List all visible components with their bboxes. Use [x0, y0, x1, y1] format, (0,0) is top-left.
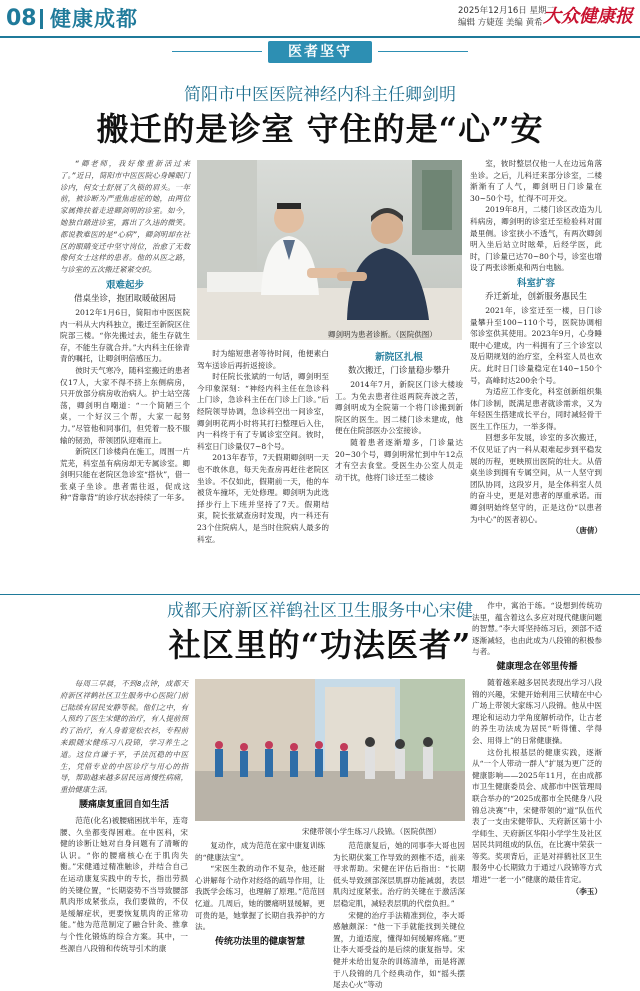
- story1-paragraph: 2013年春节，7天假期卿剑明一天也不敢休息，每天先查房再赶往老院区坐诊。不仅如此，假期前一天，他的车被货车撞坏，无处修理。卿剑明为此选择步行上下班并坚持了7天。假期结束，院长张斌查房时发现，内一科还有23个住院病人，是当时住院病人最多的科室。: [197, 453, 329, 544]
- story1-paragraph: 随着患者逐渐增多，门诊量达20~30个号，卿剑明常忙到中午12点才有空去食堂。受医生办公室人员走动干扰，他将门诊迁至二楼诊: [335, 437, 463, 482]
- story1-column-1: [60, 158, 190, 590]
- page-number: 08: [6, 6, 37, 31]
- story2-paragraph: “宋医生教的动作不复杂，他还耐心讲解每个动作对经络的疏导作用，让我既学会练习，也理解了原理。”范范回忆道。几周后，她的腰痛明显缓解，更可贵的是，她掌握了长期自我养护的方法。: [195, 864, 325, 932]
- story2-paragraph: 范范(化名)被腰痛困扰半年，连弯腰、久坐都变得困难。在中医科，宋健的诊断让她对自身问题有了清晰的认识。“你的腰痛核心在于肌肉失衡。”宋健通过精准触诊，并结合自己在运动康复实践中的专长，指出劳损的关键位置，“长期姿势不当导致腰部肌肉形成紧张点，我们要做的，不仅是缓解症状，更要恢复肌肉的正常功能。”他为范范制定了融合针灸、推拿与个性化锻炼的综合方案。其中，一些源自八段锦和传统导引术的康: [60, 815, 188, 953]
- story-divider: [0, 594, 640, 595]
- story2-byline: （李玉）: [571, 886, 602, 896]
- story1-byline: （唐倩）: [571, 526, 602, 536]
- story2-paragraph: 作中，寓治于练。“设想到传统功法里，蕴含着这么多应对现代健康问题的智慧。”李大哥坚持练习后，颈部不适逐渐减轻，也由此成为八段锦的积极参与者。: [472, 601, 602, 657]
- story2-paragraph: 随着越来越多居民表现出学习八段锦的兴趣，宋健开始利用三伏晴在中心广场上带领大家练习八段锦。他从中医理论和运动力学角度解析动作，让古老的养生功法成为居民“听得懂、学得会、用得上”的日常健康操。: [472, 677, 602, 745]
- story1-paragraph: 彼时天气寒冷，随科室搬迁的患者仅17人，大家不得不挤上东侧病房，只开放部分病房收治病人。护士站空荡荡，卿剑明自嘲道：“一个简陋三个桌，一个好汉三个帮，大家一起努力。”尽管他和同事们，但凭着一股不服输的韧劲，带领团队迎难而上。: [60, 365, 190, 445]
- story2-paragraph: 宋健的治疗手法精准到位，李大哥感触颇深：“他一下手就能找到关键位置，力道适度，懂得如何缓解疼痛。”更让李大哥受益的是后续的康复指导。宋健并未给出复杂的训练清单，而是将源于八段锦的几个经典动作，如“摇头摆尾去心火”等动: [333, 910, 465, 990]
- masthead: [0, 0, 640, 38]
- story2-paragraph: 复动作，成为范范在家中康复训练的“健康法宝”。: [195, 841, 325, 862]
- page-number-divider: [40, 9, 43, 29]
- story1-paragraph: 2012年1月6日，简阳市中医医院内一科从大内科独立，搬迁至新院区住院部三楼。“你先搬过去，能生存就生存，不能生存就合并。”大内科主任徐青青的嘱托，让卿剑明倍感压力。: [60, 307, 190, 364]
- doctor-consultation-image: [197, 160, 462, 340]
- story1-paragraph: 为适应工作变化，科室创新组织集体门诊制，既满足患者就诊需求，又为年轻医生搭建成长平台，同时减轻骨干医生工作压力，一举多得。: [470, 387, 602, 431]
- story1-lede: “卿老师，我好像重新活过来了。”近日，简阳市中医医院心身睡眠门诊内，何女士舒展了久锁的眉头。一年前，被诊断为严重焦虑症的她，由两位家属搀扶着走进卿剑明的诊室。如今，她独自踏进诊室，露出了久违的微笑。都说教难医的是“心病”，卿剑明却在社区的眼睛变迁中坚守岗位，治愈了无数像何女士这样的患者。他的从医之路，与诊室的五次搬迁紧紧交织。: [60, 159, 190, 275]
- story2-section3-title: 健康理念在邻里传播: [496, 661, 578, 672]
- story2-headline: 社区里的“功法医者”: [168, 626, 472, 664]
- story1-paragraph: 2021年，诊室迁至一楼，日门诊量攀升至100~110个号，医院协调相邻诊室供其使用。2023年9月，心身睡眠中心建成，内一科拥有了三个诊室以及后期规划的治疗室，全科室人员也欢庆。此时日门诊量稳定在140~150个号，高峰时达200余个号。: [470, 305, 602, 385]
- story1-section3-title: 科室扩容: [516, 277, 555, 289]
- story2-paragraph: 这份扎根基层的健康实践，逐渐从“一个人带动一群人”扩展为更广泛的健康影响——2025年11月，在由成都市卫生健康委员会、成都市中医管理局联合举办的“2025成都市全民健身八段锦总决赛”中，宋健带领的“道”队伍代表了一支由宋健带队、天府新区第十小学师生、天府新区华阳小学学生及社区居民共同组成的队伍，在比赛中荣获一等奖。奖项背后，正是对祥鹤社区卫生服务中心长期致力于通过八段锦等方式增进“一老一小”健康的最佳肯定。: [472, 747, 602, 885]
- story2-lede: 每周三早晨，不到8点钟，成都天府新区祥鹤社区卫生服务中心医院门前已陆续有居民安静等候。他们之中，有人预约了医生宋健的治疗，有人提前预约了治疗，有人身着宽松衣衫，专程前来跟随宋健练习八段锦，学习养生之道。这位自谦于平，手法沉稳的中医生，凭借专业的中医诊疗与用心的指导，帮助越来越多居民远离慢性病痛，重拾健康生活。: [60, 679, 188, 795]
- story1-section3-subtitle: 乔迁新址，创新服务惠民生: [484, 291, 587, 302]
- story2-photo-caption: 宋健带领小学生练习八段锦。（医院供图）: [302, 827, 441, 836]
- issue-date: 2025年12月16日 星期二: [458, 6, 555, 16]
- story1-column-3: [335, 348, 463, 590]
- story2-column-2: [195, 840, 325, 947]
- section-title: 健康成都: [50, 6, 138, 31]
- story1-kicker: 简阳市中医医院神经内科主任卿剑明: [184, 85, 456, 105]
- story1-paragraph: 新院区门诊楼尚在施工，周围一片荒芜，科室虽有病房却无专属诊室。卿剑明只能在老院区急诊室“搭伙”，借一张桌子坐诊。患者需往返，促成这种“背靠背”的诊疗状态持续了一年多。: [60, 447, 190, 503]
- story1-paragraph: 时为缩短患者等待时间，他便素白驾车送诊后再折返接诊。: [197, 349, 329, 370]
- story2-section2-title: 传统功法里的健康智慧: [214, 936, 305, 947]
- story1-column-2: [197, 348, 329, 590]
- story2-section1-title: 腰痛康复重回自如生活: [78, 799, 169, 810]
- issue-meta: [458, 5, 555, 29]
- story2-photo: [195, 679, 465, 821]
- story1-section1-subtitle: 借桌坐诊，抱团取暖破困局: [73, 293, 176, 304]
- staff-credits: 编辑 方婕莲 美编 黄希: [458, 18, 543, 28]
- story1-section1-title: 艰难起步: [105, 279, 144, 291]
- story2-column-4: [472, 600, 602, 910]
- baduanjin-practice-image: [195, 679, 465, 821]
- paper-logo: 大众健康报: [543, 6, 633, 27]
- story2-column-3: [333, 840, 465, 990]
- story1-photo: [197, 160, 462, 340]
- story1-paragraph: 时任院长张斌的一句话，卿剑明至今印象深刻：“神经内科主任在急诊科上门诊，急诊科主任在门诊上门诊。”后经院领导协调，急诊科空出一间诊室，卿剑明花两小时将其打扫整理后入住，内一科终于有了专属诊室空间。彼时，科室日门诊量仅7~8个号。: [197, 372, 329, 451]
- story1-headline: 搬迁的是诊室 守住的是“心”安: [96, 110, 544, 148]
- story1-paragraph: 室，彼时整层仅他一人在边远角落坐诊。之后，儿科迁来部分诊室，二楼渐渐有了人气，卿剑明日门诊量在30~50个号，忙得不可开交。: [470, 159, 602, 203]
- story1-section2-subtitle: 数次搬迁，门诊量稳步攀升: [347, 366, 450, 376]
- story2-kicker: 成都天府新区祥鹤社区卫生服务中心宋健: [167, 601, 473, 621]
- story1-paragraph: 回想多年发展，诊室的多次搬迁，不仅见证了内一科从艰难起步到平稳发展的历程，更映照出医院的壮大。从借桌坐诊到拥有专属空间，从一人坚守到团队协同，这段岁月，是全体科室人员的奋斗史，更是对患者的厚重承诺。而卿剑明始终坚守的，正是这份“以患者为中心”的医者初心。: [470, 433, 602, 524]
- story1-paragraph: 2019年8月，二楼门诊区改造为儿科病房，卿剑明的诊室迁至检验科对面最里侧。诊室狭小不透气，有两次卿剑明入坐后站立时眩晕，后经学医，此时，门诊量已达70~80个号，诊室也增设了两张诊断桌和两台电脑。: [470, 205, 602, 273]
- story1-paragraph: 2014年7月，新院区门诊大楼竣工。为免去患者往返两院奔波之苦，卿剑明成为全院第一个将门诊搬到新院区的医生。因二楼门诊未建成，他便在住院部医办公室接诊。: [335, 380, 463, 436]
- story1-section2-title: 新院区扎根: [375, 352, 423, 363]
- story1-photo-caption: 卿剑明为患者诊断。（医院供图）: [328, 330, 437, 339]
- story2-column-1: [60, 678, 188, 953]
- story1-column-4: [470, 158, 602, 590]
- story2-paragraph: 范范康复后，她的同事李大哥也因为长期伏案工作导致的颈椎不适，前来寻求帮助。宋健在评估后指出：“长期低头导致颈部深层肌群功能减弱，表层肌肉过度紧张。治疗的关键在于激活深层稳定肌，减轻表层肌的代偿负担。”: [333, 841, 465, 908]
- column-banner: 医者坚守: [268, 41, 372, 63]
